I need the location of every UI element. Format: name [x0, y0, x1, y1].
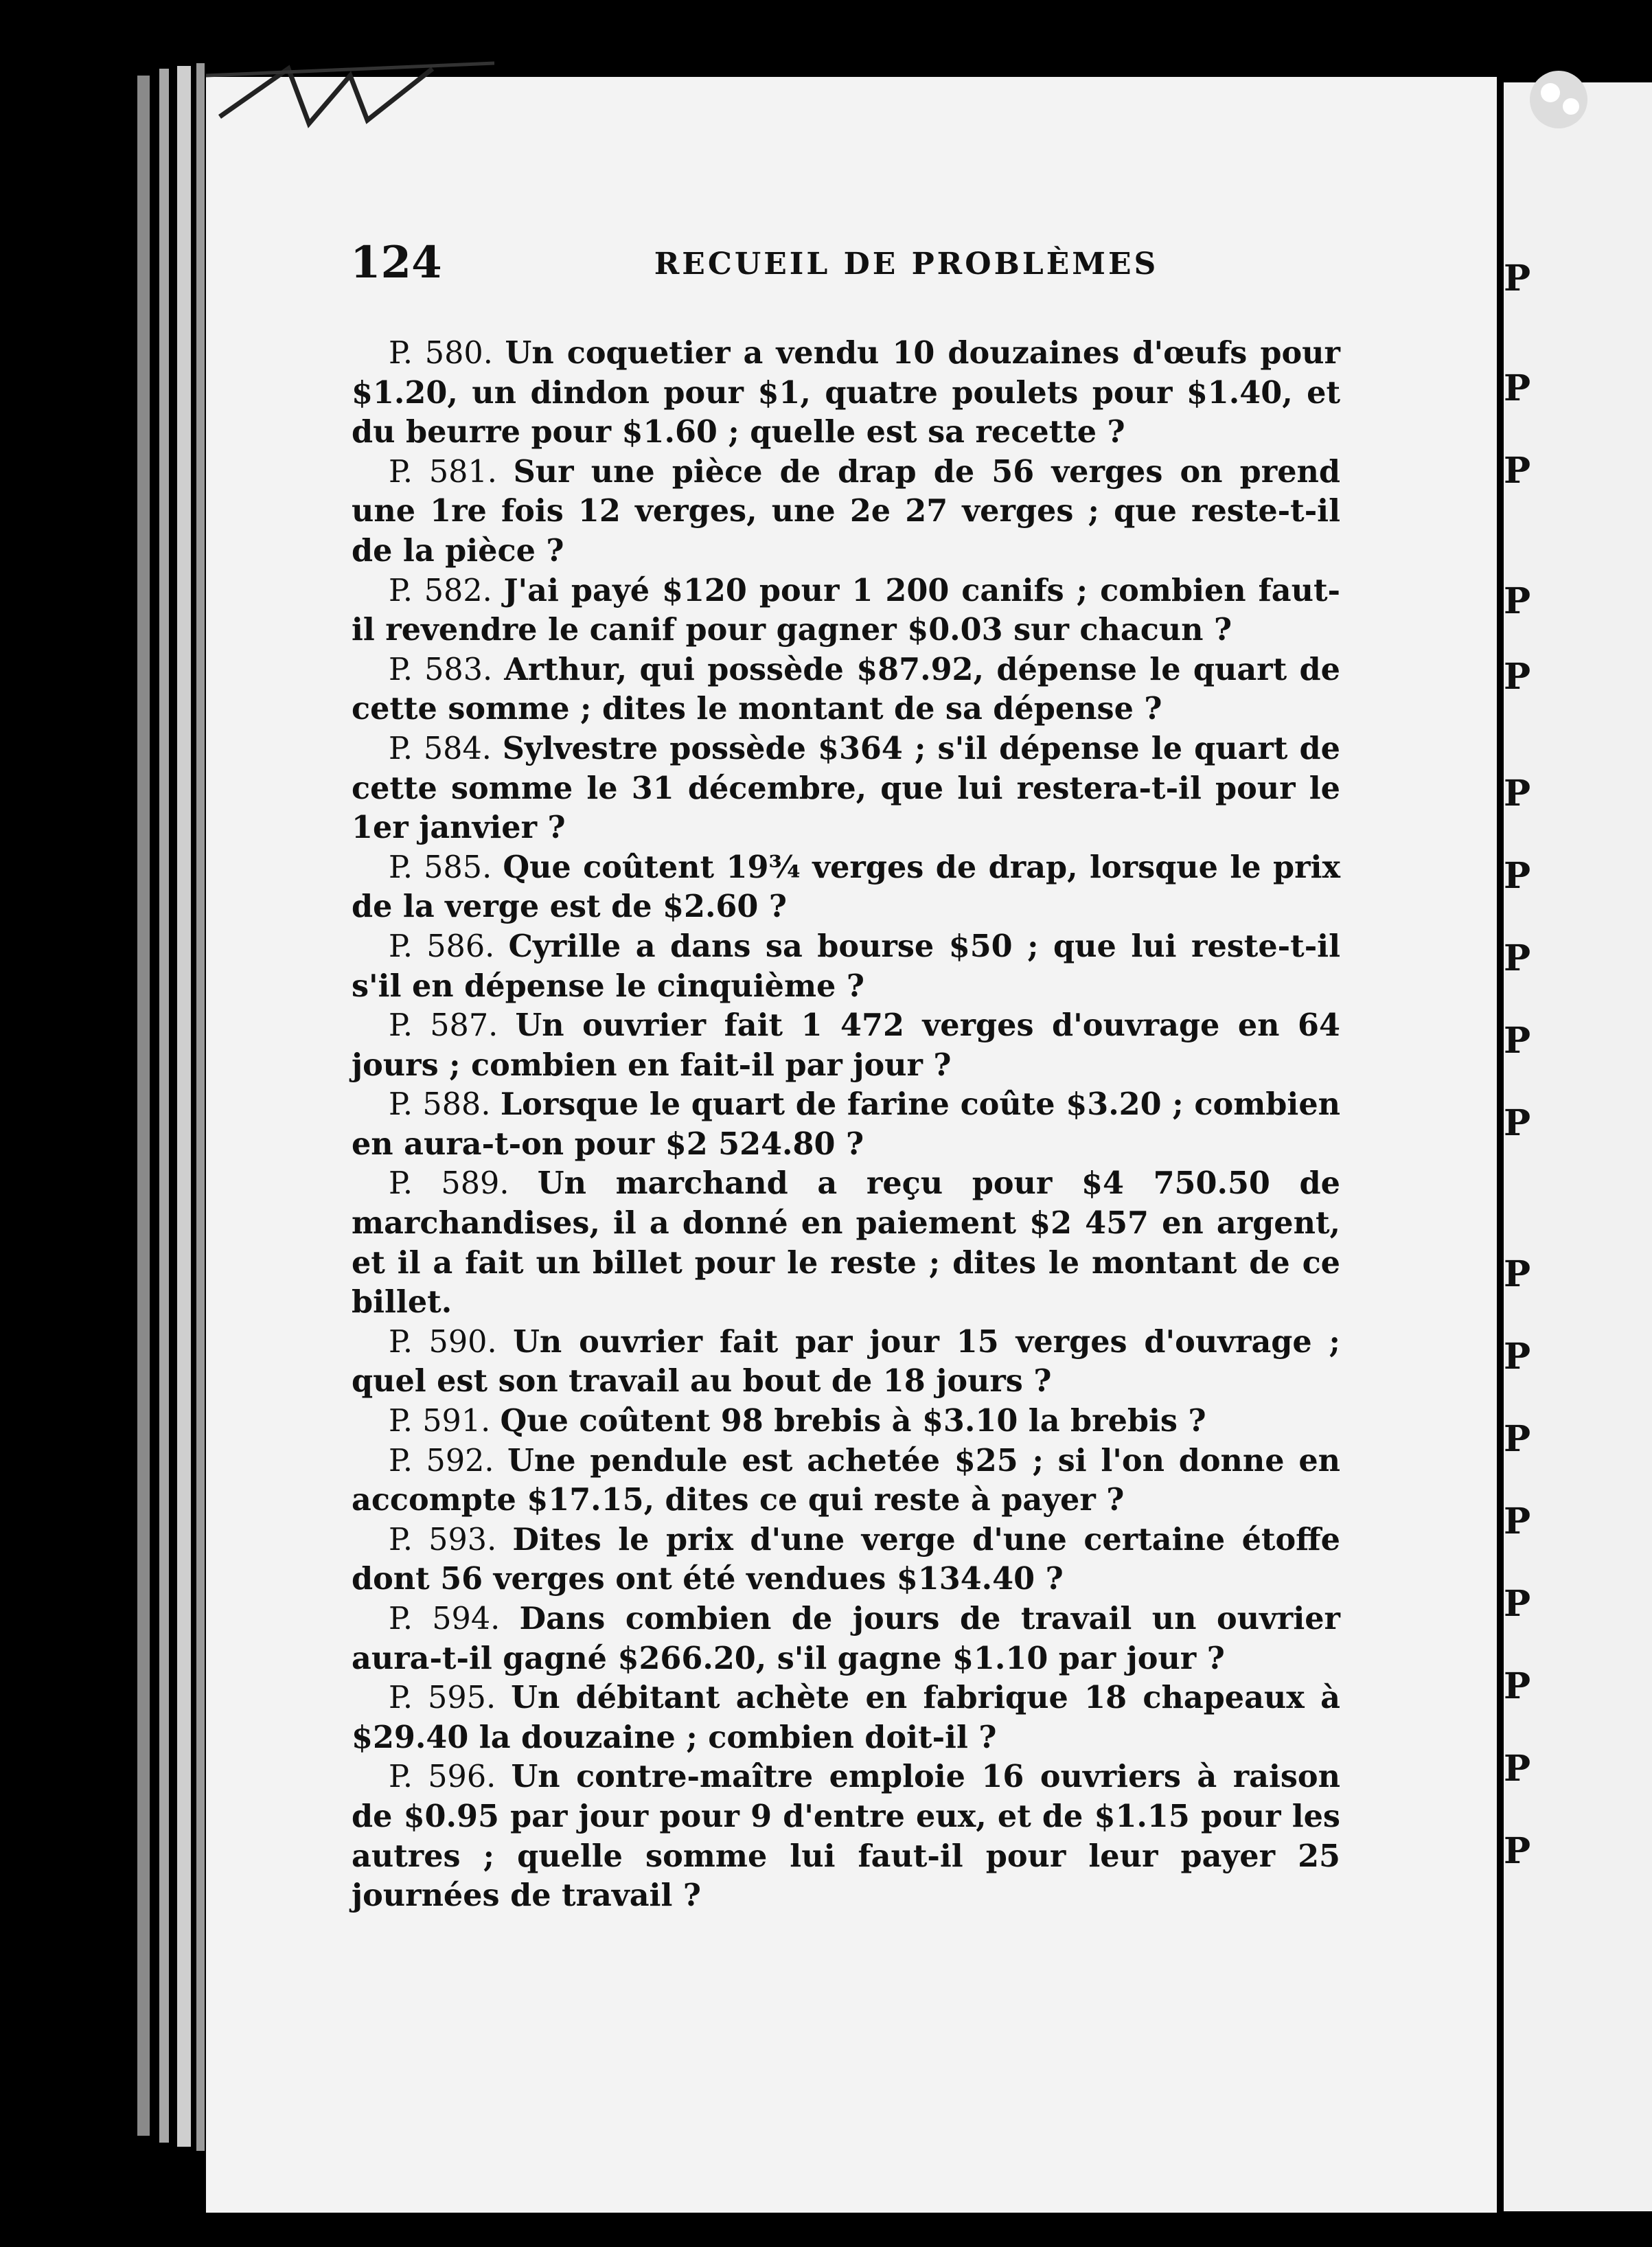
facing-page-mark: P [1504, 450, 1531, 492]
problem-label: P. 584. [389, 731, 492, 766]
page-edge [159, 69, 169, 2143]
problem-label: P. 581. [389, 454, 497, 490]
problem-label: P. 582. [389, 573, 492, 608]
problem-text: Que coûtent 98 brebis à $3.10 la brebis ? [500, 1403, 1206, 1439]
problem-label: P. 596. [389, 1759, 496, 1795]
problem-text: Un ouvrier fait 1 472 verges d'ouvrage en 64 jours ; combien en fait-il par jour ? [352, 1007, 1340, 1083]
running-title: RECUEIL DE PROBLÈMES [654, 247, 1159, 282]
problem-text: Un débitant achète en fabrique 18 chapeaux à $29.40 la douzaine ; combien doit-il ? [352, 1680, 1340, 1755]
problem-item [352, 571, 1340, 650]
problem-text: Cyrille a dans sa bourse $50 ; que lui reste-t-il s'il en dépense le cinquième ? [352, 928, 1340, 1004]
page-number: 124 [350, 237, 442, 288]
problem-text: Une pendule est achetée $25 ; si l'on donne en accompte $17.15, dites ce qui reste à payer ? [352, 1442, 1340, 1518]
problem-item [352, 1085, 1340, 1164]
problem-label: P. 592. [389, 1443, 494, 1479]
problem-item [352, 1402, 1340, 1441]
problem-item [352, 453, 1340, 571]
problem-label: P. 588. [389, 1087, 491, 1123]
problem-item [352, 334, 1340, 453]
facing-page [1504, 82, 1652, 2211]
facing-page-mark: P [1504, 1336, 1531, 1378]
ink-stain [1517, 62, 1607, 137]
facing-page-mark: P [1504, 367, 1531, 409]
problem-item [352, 848, 1340, 927]
problem-text: Un marchand a reçu pour $4 750.50 de marchandises, il a donné en paiement $2 457 en argent, et il a fait un billet pour le reste ; dites le montant de ce billet. [352, 1165, 1340, 1321]
problem-text: Que coûtent 19¾ verges de drap, lorsque le prix de la verge est de $2.60 ? [352, 849, 1340, 925]
page-edge [137, 76, 150, 2136]
problem-item [352, 1678, 1340, 1757]
problem-item [352, 927, 1340, 1006]
problem-text: Un contre-maître emploie 16 ouvriers à raison de $0.95 par jour pour 9 d'entre eux, et de $1.15 pour les autres ; quelle somme lui faut-il pour leur payer 25 journées de travail ? [352, 1759, 1340, 1914]
handwritten-scribble [206, 48, 494, 144]
facing-page-mark: P [1504, 580, 1531, 622]
problem-item [352, 1164, 1340, 1322]
problem-text: Dans combien de jours de travail un ouvrier aura-t-il gagné $266.20, s'il gagne $1.10 par jour ? [352, 1601, 1340, 1676]
facing-page-mark: P [1504, 1020, 1531, 1062]
problem-text: Sur une pièce de drap de 56 verges on prend une 1re fois 12 verges, une 2e 27 verges ; que reste-t-il de la pièce ? [352, 453, 1340, 569]
problem-label: P. 594. [389, 1601, 501, 1636]
page-edge [196, 63, 205, 2151]
problem-text: Lorsque le quart de farine coûte $3.20 ; combien en aura-t-on pour $2 524.80 ? [352, 1086, 1340, 1162]
problem-item [352, 1006, 1340, 1085]
problem-label: P. 580. [389, 336, 493, 371]
problem-item [352, 1323, 1340, 1402]
problem-text: Arthur, qui possède $87.92, dépense le quart de cette somme ; dites le montant de sa dépense ? [352, 651, 1340, 727]
problem-label: P. 585. [389, 849, 492, 885]
facing-page-mark: P [1504, 1583, 1531, 1625]
problem-text: Un ouvrier fait par jour 15 verges d'ouvrage ; quel est son travail au bout de 18 jours ? [352, 1323, 1340, 1400]
facing-page-mark: P [1504, 1102, 1531, 1144]
problem-label: P. 595. [389, 1680, 496, 1716]
problem-item [352, 1757, 1340, 1915]
facing-page-mark: P [1504, 1665, 1531, 1707]
problem-text: Dites le prix d'une verge d'une certaine étoffe dont 56 verges ont été vendues $134.40 ? [352, 1521, 1340, 1597]
facing-page-mark: P [1504, 937, 1531, 979]
problem-item [352, 650, 1340, 729]
problem-text: Un coquetier a vendu 10 douzaines d'œufs pour $1.20, un dindon pour $1, quatre poulets pour $1.40, et du beurre pour $1.60 ; quelle est sa recette ? [352, 335, 1340, 450]
problem-text: J'ai payé $120 pour 1 200 canifs ; combien faut-il revendre le canif pour gagner $0.03 sur chacun ? [352, 572, 1340, 648]
facing-page-mark: P [1504, 1253, 1531, 1295]
facing-page-mark: P [1504, 656, 1531, 698]
problem-label: P. 591. [389, 1404, 491, 1439]
problem-item [352, 729, 1340, 848]
facing-page-mark: P [1504, 773, 1531, 814]
problem-list [352, 334, 1340, 1916]
problem-label: P. 589. [389, 1166, 509, 1202]
problem-label: P. 583. [389, 652, 493, 687]
page-edge [177, 66, 191, 2147]
problem-item [352, 1599, 1340, 1678]
facing-page-mark: P [1504, 855, 1531, 897]
facing-page-mark: P [1504, 1748, 1531, 1790]
problem-label: P. 587. [389, 1008, 498, 1044]
problem-label: P. 590. [389, 1324, 497, 1360]
problem-item [352, 1520, 1340, 1599]
problem-item [352, 1441, 1340, 1520]
page-header [350, 237, 1346, 299]
facing-page-mark: P [1504, 258, 1531, 299]
facing-page-mark: P [1504, 1830, 1531, 1872]
facing-page-mark: P [1504, 1501, 1531, 1542]
facing-page-mark: P [1504, 1418, 1531, 1460]
problem-text: Sylvestre possède $364 ; s'il dépense le quart de cette somme le 31 décembre, que lui restera-t-il pour le 1er janvier ? [352, 730, 1340, 846]
problem-label: P. 586. [389, 928, 495, 964]
problem-label: P. 593. [389, 1522, 497, 1558]
